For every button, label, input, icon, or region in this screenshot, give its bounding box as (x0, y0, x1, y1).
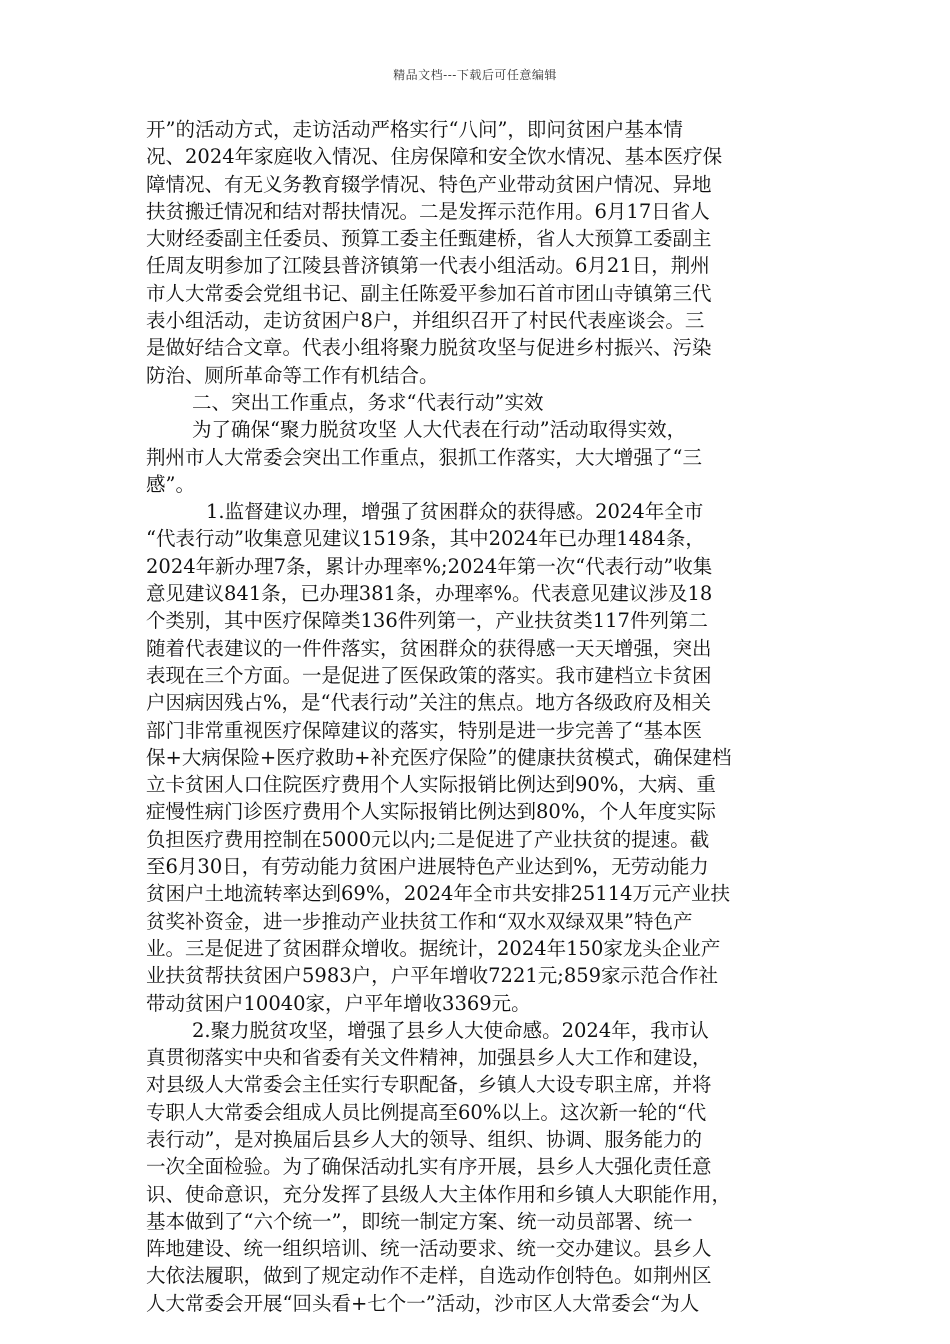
text-line: 2024年新办理7条，累计办理率%;2024年第一次“代表行动”收集 (146, 554, 713, 578)
text-line: 任周友明参加了江陵县普济镇第一代表小组活动。6月21日，荆州 (146, 254, 710, 278)
text-line: 市人大常委会党组书记、副主任陈爱平参加石首市团山寺镇第三代 (146, 281, 712, 305)
text-line: 表小组活动，走访贫困户8户，并组织召开了村民代表座谈会。三 (146, 309, 705, 333)
text-line: 一次全面检验。为了确保活动扎实有序开展，县乡人大强化责任意 (146, 1155, 712, 1179)
text-line: 专职人大常委会组成人员比例提高至60%以上。这次新一轮的“代 (146, 1100, 707, 1124)
text-line: 大财经委副主任委员、预算工委主任甄建桥，省人大预算工委副主 (146, 227, 712, 251)
text-line: 真贯彻落实中央和省委有关文件精神，加强县乡人大工作和建设， (146, 1046, 712, 1070)
subsection-start: 2.聚力脱贫攻坚，增强了县乡人大使命感。2024年，我市认 (192, 1018, 709, 1042)
subsection-start: 1.监督建议办理，增强了贫困群众的获得感。2024年全市 (206, 500, 704, 524)
text-line: 识、使命意识，充分发挥了县级人大主体作用和乡镇人大职能作用， (146, 1182, 732, 1206)
text-line: 况、2024年家庭收入情况、住房保障和安全饮水情况、基本医疗保 (146, 145, 723, 169)
paragraph-start: 为了确保“聚力脱贫攻坚 人大代表在行动”活动取得实效， (192, 418, 687, 442)
text-line: 至6月30日，有劳动能力贫困户进展特色产业达到%，无劳动能力 (146, 855, 709, 879)
section-heading: 二、突出工作重点，务求“代表行动”实效 (192, 390, 544, 414)
text-line: 带动贫困户10040家，户平年增收3369元。 (146, 991, 531, 1015)
text-line: 阵地建设、统一组织培训、统一活动要求、统一交办建议。县乡人 (146, 1237, 712, 1261)
text-line: 人大常委会开展“回头看+七个一”活动，沙市区人大常委会“为人 (146, 1291, 700, 1315)
text-line: 大依法履职，做到了规定动作不走样，自选动作创特色。如荆州区 (146, 1264, 712, 1288)
text-line: “代表行动”收集意见建议1519条，其中2024年已办理1484条， (146, 527, 705, 551)
text-line: 个类别，其中医疗保障类136件列第一，产业扶贫类117件列第二 (146, 609, 708, 633)
text-line: 开”的活动方式，走访活动严格实行“八问”，即问贫困户基本情 (146, 118, 683, 141)
text-line: 对县级人大常委会主任实行专职配备，乡镇人大设专职主席，并将 (146, 1073, 712, 1097)
text-line: 负担医疗费用控制在5000元以内;二是促进了产业扶贫的提速。截 (146, 827, 710, 851)
text-line: 保+大病保险+医疗救助+补充医疗保险”的健康扶贫模式，确保建档 (146, 745, 732, 769)
text-line: 防治、厕所革命等工作有机结合。 (146, 363, 439, 387)
text-line: 荆州市人大常委会突出工作重点，狠抓工作落实，大大增强了“三 (146, 445, 702, 469)
text-line: 基本做到了“六个统一”，即统一制定方案、统一动员部署、统一 (146, 1209, 693, 1233)
text-line: 业扶贫帮扶贫困户5983户，户平年增收7221元;859家示范合作社 (146, 964, 719, 988)
text-line: 感”。 (146, 472, 195, 496)
text-line: 业。三是促进了贫困群众增收。据统计，2024年150家龙头企业产 (146, 936, 721, 960)
page-header: 精品文档---下载后可任意编辑 (393, 68, 557, 82)
document-body (146, 116, 818, 1317)
text-line: 表行动”，是对换届后县乡人大的领导、组织、协调、服务能力的 (146, 1127, 702, 1151)
text-line: 部门非常重视医疗保障建议的落实，特别是进一步完善了“基本医 (146, 718, 702, 742)
text-line: 随着代表建议的一件件落实，贫困群众的获得感一天天增强，突出 (146, 636, 712, 660)
text-line: 户因病因残占%，是“代表行动”关注的焦点。地方各级政府及相关 (146, 691, 711, 715)
text-line: 立卡贫困人口住院医疗费用个人实际报销比例达到90%，大病、重 (146, 773, 716, 797)
text-line: 扶贫搬迁情况和结对帮扶情况。二是发挥示范作用。6月17日省人 (146, 199, 710, 223)
text-line: 症慢性病门诊医疗费用个人实际报销比例达到80%，个人年度实际 (146, 800, 716, 824)
text-line: 是做好结合文章。代表小组将聚力脱贫攻坚与促进乡村振兴、污染 (146, 336, 712, 360)
text-line: 表现在三个方面。一是促进了医保政策的落实。我市建档立卡贫困 (146, 663, 712, 687)
text-line: 贫困户土地流转率达到69%，2024年全市共安排25114万元产业扶 (146, 882, 731, 906)
text-line: 意见建议841条，已办理381条，办理率%。代表意见建议涉及18 (146, 582, 713, 606)
text-line: 障情况、有无义务教育辍学情况、特色产业带动贫困户情况、异地 (146, 172, 712, 196)
text-line: 贫奖补资金，进一步推动产业扶贫工作和“双水双绿双果”特色产 (146, 909, 693, 933)
